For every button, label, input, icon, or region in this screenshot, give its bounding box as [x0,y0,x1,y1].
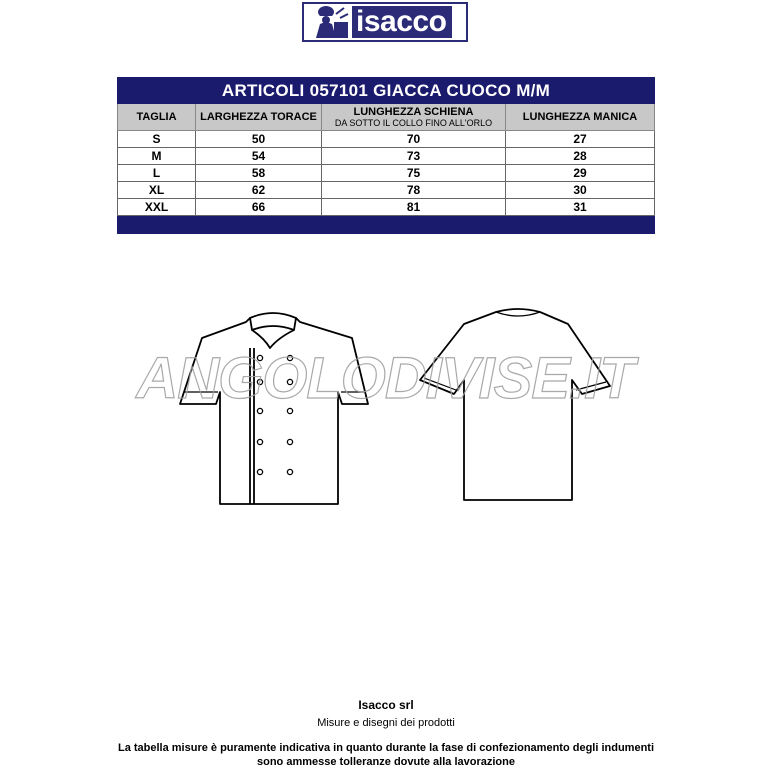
company-name: Isacco srl [358,698,414,712]
cell-chest: 58 [196,165,322,182]
cell-back: 70 [322,131,506,148]
garment-drawings [120,300,650,515]
cell-sleeve: 27 [506,131,655,148]
table-row [118,148,655,165]
table-header-row [118,104,655,131]
cell-chest: 54 [196,148,322,165]
header-sleeve: LUNGHEZZA MANICA [506,104,655,131]
cell-size: L [118,165,196,182]
cell-size: XXL [118,199,196,216]
disclaimer-line-1: La tabella misure è puramente indicativa in quanto durante la fase di confezionamento degli indumenti [117,742,655,754]
size-table [117,77,655,234]
chef-figure-icon [306,4,350,40]
table-row [118,182,655,199]
cell-chest: 62 [196,182,322,199]
cell-chest: 66 [196,199,322,216]
disclaimer-line-2: sono ammesse tolleranze dovute alla lavorazione [257,756,515,768]
brand-name: isacco [352,6,452,38]
table-title-row [118,78,655,104]
cell-sleeve: 31 [506,199,655,216]
header-back [322,104,506,131]
table-row [118,165,655,182]
header-back-label: LUNGHEZZA SCHIENA [353,105,474,118]
header-chest: LARGHEZZA TORACE [196,104,322,131]
header-back-sublabel: DA SOTTO IL COLLO FINO ALL'ORLO [334,117,493,128]
cell-sleeve: 29 [506,165,655,182]
disclaimer-note [0,741,772,769]
table-row [118,131,655,148]
cell-size: M [118,148,196,165]
cell-back: 73 [322,148,506,165]
cell-back: 75 [322,165,506,182]
cell-size: S [118,131,196,148]
cell-back: 78 [322,182,506,199]
table-title: ARTICOLI 057101 GIACCA CUOCO M/M [118,78,655,104]
company-subtitle: Misure e disegni dei prodotti [317,717,455,729]
table-footer-bar [118,216,655,234]
cell-back: 81 [322,199,506,216]
cell-chest: 50 [196,131,322,148]
brand-logo [302,2,468,42]
cell-sleeve: 30 [506,182,655,199]
watermark-text: ANGOLODIVISE.IT [136,346,634,411]
table-row [118,199,655,216]
header-size: TAGLIA [118,104,196,131]
cell-size: XL [118,182,196,199]
cell-sleeve: 28 [506,148,655,165]
